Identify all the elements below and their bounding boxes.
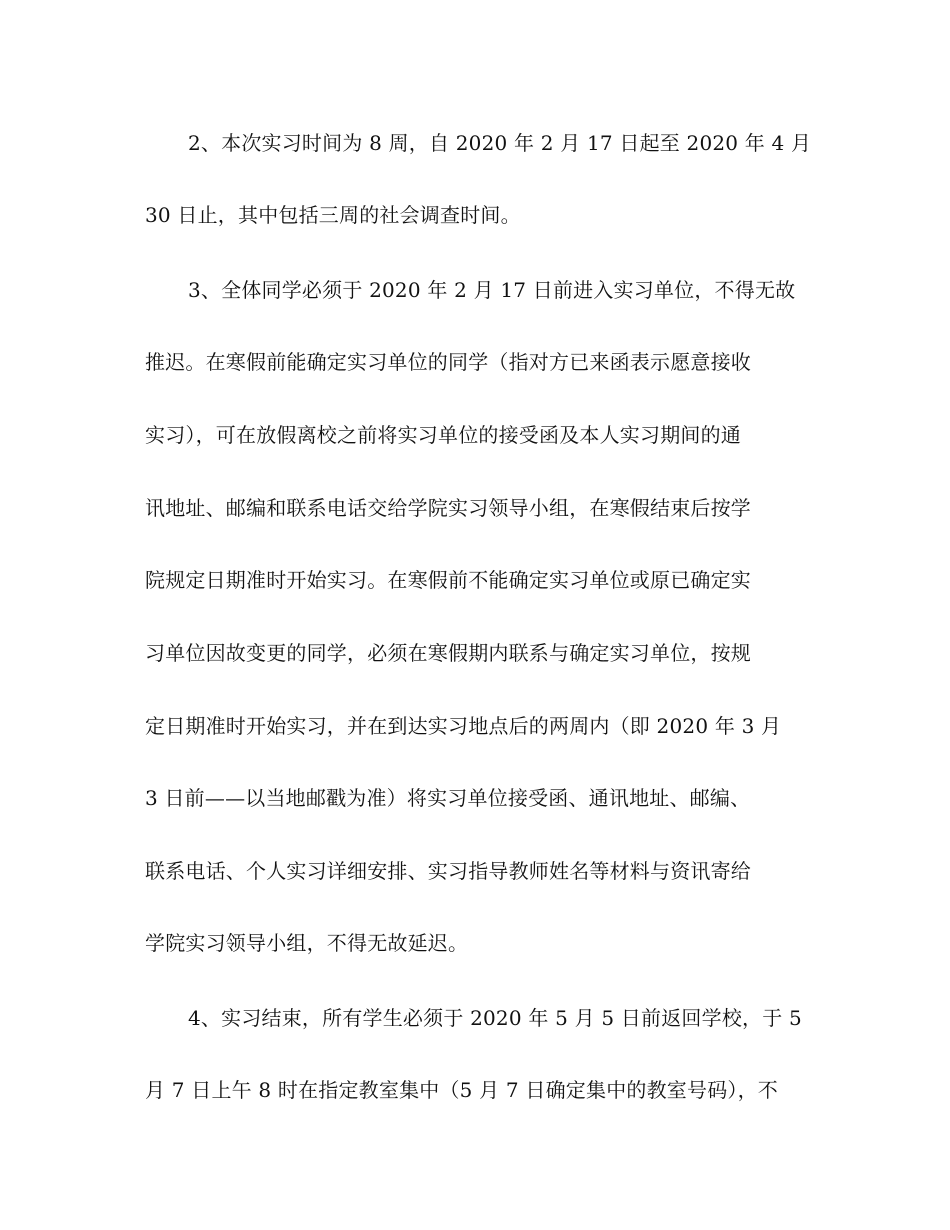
paragraph-4-line-2: 月 7 日上午 8 时在指定教室集中（5 月 7 日确定集中的教室号码），不: [145, 1078, 778, 1102]
paragraph-3-line-10: 学院实习领导小组，不得无故延迟。: [145, 931, 469, 955]
paragraph-3-line-7: 定日期准时开始实习，并在到达实习地点后的两周内（即 2020 年 3 月: [145, 714, 782, 738]
paragraph-3-line-8: 3 日前——以当地邮戳为准）将实习单位接受函、通讯地址、邮编、: [145, 786, 751, 810]
paragraph-3-line-5: 院规定日期准时开始实习。在寒假前不能确定实习单位或原已确定实: [145, 568, 751, 592]
paragraph-3-line-4: 讯地址、邮编和联系电话交给学院实习领导小组，在寒假结束后按学: [145, 496, 751, 520]
paragraph-3-line-9: 联系电话、个人实习详细安排、实习指导教师姓名等材料与资讯寄给: [145, 859, 751, 883]
paragraph-3-line-6: 习单位因故变更的同学，必须在寒假期内联系与确定实习单位，按规: [145, 641, 751, 665]
paragraph-3-line-2: 推迟。在寒假前能确定实习单位的同学（指对方已来函表示愿意接收: [145, 350, 751, 374]
paragraph-3-line-3: 实习），可在放假离校之前将实习单位的接受函及本人实习期间的通: [145, 423, 741, 447]
paragraph-2-line-2: 30 日止，其中包括三周的社会调查时间。: [145, 203, 521, 227]
paragraph-4-line-1: 4、实习结束，所有学生必须于 2020 年 5 月 5 日前返回学校，于 5: [188, 1006, 802, 1030]
paragraph-2-line-1: 2、本次实习时间为 8 周，自 2020 年 2 月 17 日起至 2020 年 4 月: [188, 131, 812, 155]
paragraph-3-line-1: 3、全体同学必须于 2020 年 2 月 17 日前进入实习单位，不得无故: [188, 278, 796, 302]
